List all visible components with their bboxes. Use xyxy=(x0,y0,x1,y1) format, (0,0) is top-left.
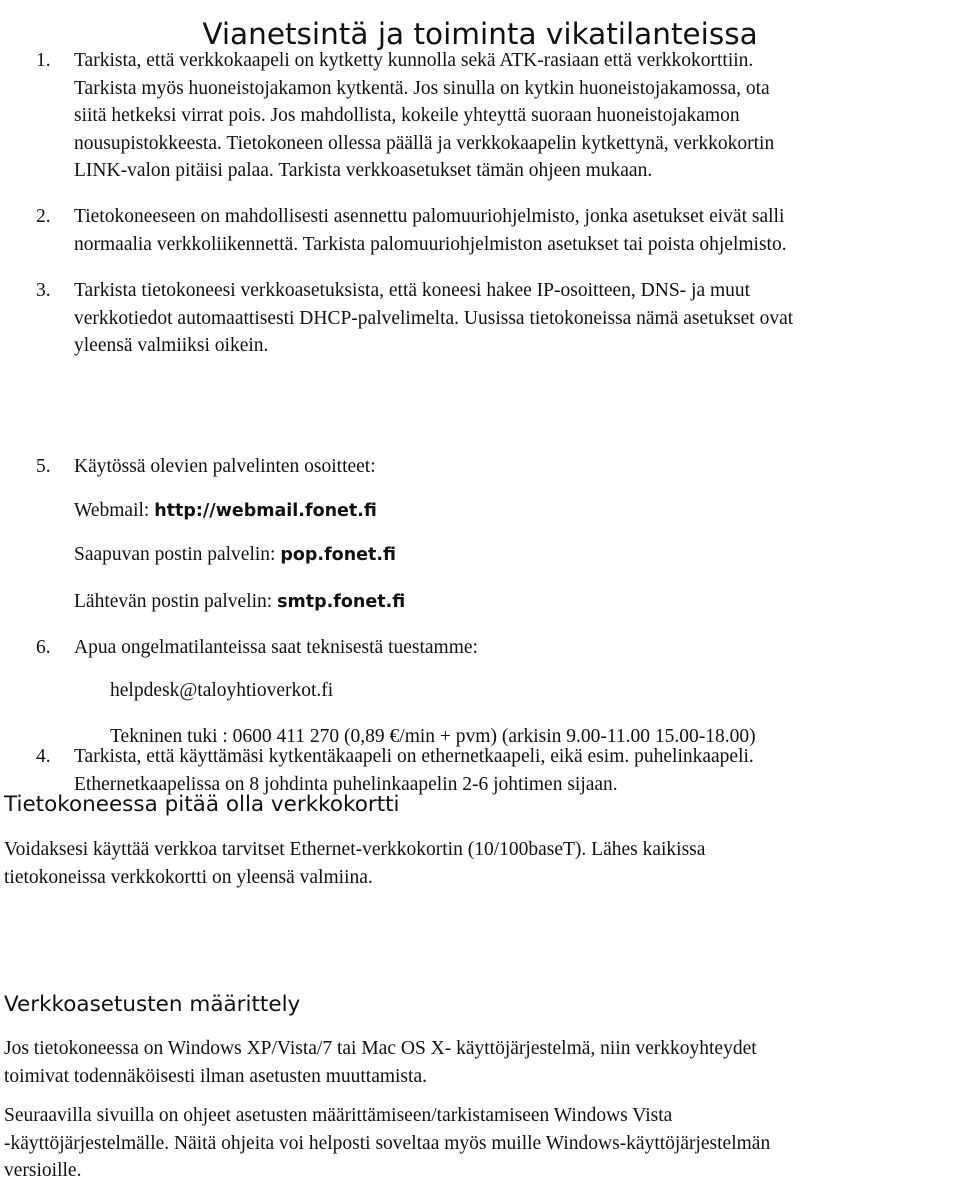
step-text-line: normaalia verkkoliikennettä. Tarkista palomuuriohjelmiston asetukset tai poista ohjelmisto. xyxy=(74,233,787,255)
paragraph-line: Voidaksesi käyttää verkkoa tarvitset Ethernet-verkkokortin (10/100baseT). Lähes kaikissa xyxy=(4,839,706,860)
step-text-line: Käytössä olevien palvelinten osoitteet: xyxy=(74,456,376,477)
server-label: Saapuvan postin palvelin: xyxy=(74,544,281,565)
server-webmail xyxy=(74,497,377,526)
step-number: 1. xyxy=(36,50,51,71)
step-number: 5. xyxy=(36,456,51,477)
server-host: smtp.fonet.fi xyxy=(277,592,406,612)
server-label: Webmail: xyxy=(74,500,155,521)
paragraph-line: versioille. xyxy=(4,1160,82,1181)
step-text-line: Tarkista, että verkkokaapeli on kytketty kunnolla sekä ATK-rasiaan että verkkokorttiin. xyxy=(74,50,754,71)
support-email[interactable]: helpdesk@taloyhtioverkot.fi xyxy=(110,680,334,701)
step-text-line: yleensä valmiiksi oikein. xyxy=(74,335,269,356)
paragraph xyxy=(4,1102,954,1185)
paragraph-line: -käyttöjärjestelmälle. Näitä ohjeita voi helposti soveltaa myös muille Windows-käyttöjärjestelmän xyxy=(4,1132,771,1154)
paragraph xyxy=(4,836,954,891)
step-text-line: Tietokoneeseen on mahdollisesti asennettu palomuuriohjelmisto, jonka asetukset eivät salli xyxy=(74,206,785,227)
page-title: Vianetsintä ja toiminta vikatilanteissa xyxy=(202,16,758,51)
section-heading-network-card: Tietokoneessa pitää olla verkkokortti xyxy=(4,792,400,817)
server-label: Lähtevän postin palvelin: xyxy=(74,591,278,612)
paragraph xyxy=(4,1035,954,1090)
step-text-line: Tarkista myös huoneistojakamon kytkentä. Jos sinulla on kytkin huoneistojakamossa, ota xyxy=(74,77,770,99)
step-body xyxy=(74,453,954,481)
server-outgoing xyxy=(74,588,405,617)
step-number: 3. xyxy=(36,280,51,301)
step-number: 2. xyxy=(36,206,51,227)
paragraph-line: Seuraavilla sivuilla on ohjeet asetusten määrittämiseen/tarkistamiseen Windows Vista xyxy=(4,1105,673,1126)
step-text-line: LINK-valon pitäisi palaa. Tarkista verkkoasetukset tämän ohjeen mukaan. xyxy=(74,160,653,181)
step-number: 6. xyxy=(36,637,51,658)
step-text-line: nousupistokkeesta. Tietokoneen ollessa päällä ja verkkokaapelin kytkettynä, verkkokortin xyxy=(74,132,775,154)
support-phone: Tekninen tuki : 0600 411 270 (0,89 €/min + pvm) (arkisin 9.00-11.00 15.00-18.00) xyxy=(110,726,756,747)
step-text-line: siitä hetkeksi virrat pois. Jos mahdollista, kokeile yhteyttä suoraan huoneistojakamon xyxy=(74,105,740,126)
step-body xyxy=(74,203,954,258)
server-host-link[interactable]: http://webmail.fonet.fi xyxy=(154,501,377,521)
step-body xyxy=(74,277,954,360)
server-host: pop.fonet.fi xyxy=(280,545,397,565)
paragraph-line: Jos tietokoneessa on Windows XP/Vista/7 tai Mac OS X- käyttöjärjestelmä, niin verkkoyhteydet xyxy=(4,1038,757,1059)
step-body xyxy=(74,634,954,662)
step-text-line: Tarkista tietokoneesi verkkoasetuksista, että koneesi hakee IP-osoitteen, DNS- ja muut xyxy=(74,280,751,301)
step-text-line: verkkotiedot automaattisesti DHCP-palvelimelta. Uusissa tietokoneissa nämä asetukset ovat xyxy=(74,307,794,329)
step-body xyxy=(74,47,954,185)
step-text-line: Tarkista, että käyttämäsi kytkentäkaapeli on ethernetkaapeli, eikä esim. puhelinkaapeli. xyxy=(74,746,754,767)
paragraph-line: tietokoneissa verkkokortti on yleensä valmiina. xyxy=(4,866,373,888)
paragraph-line: toimivat todennäköisesti ilman asetusten muuttamista. xyxy=(4,1065,427,1087)
step-text-line: Ethernetkaapelissa on 8 johdinta puhelinkaapelin 2-6 johtimen sijaan. xyxy=(74,773,618,795)
section-heading-network-settings: Verkkoasetusten määrittely xyxy=(4,992,301,1017)
step-number: 4. xyxy=(36,746,51,767)
step-text-line: Apua ongelmatilanteissa saat teknisestä tuestamme: xyxy=(74,637,478,658)
server-incoming xyxy=(74,541,396,570)
